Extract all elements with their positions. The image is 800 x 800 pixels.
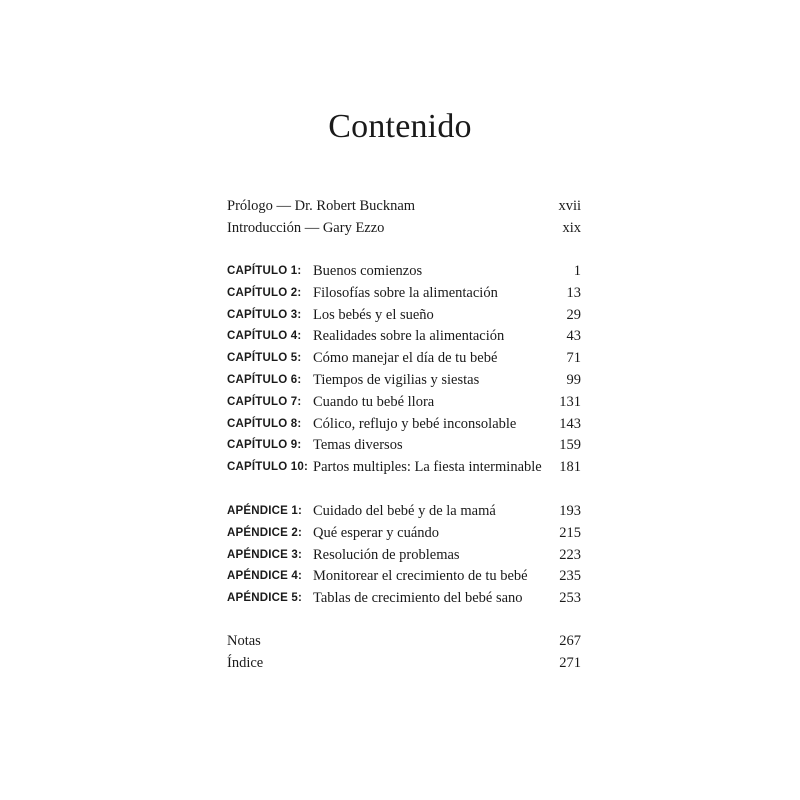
- toc-entry-chapter-4: [227, 326, 581, 348]
- toc-entry-chapter-5: [227, 348, 581, 370]
- toc-entry-appendix-2: [227, 523, 581, 545]
- entry-label: APÉNDICE 2:: [227, 526, 303, 539]
- entry-title: Notas: [227, 633, 261, 649]
- entry-page-number: xvii: [558, 198, 581, 214]
- entry-title: Partos multiples: La fiesta interminable: [313, 459, 542, 476]
- entry-page-number: 159: [559, 437, 581, 454]
- toc-entry-index: [227, 653, 581, 675]
- entry-page-number: 271: [559, 654, 581, 671]
- toc-entry-notes: [227, 631, 581, 653]
- entry-title: Qué esperar y cuándo: [313, 524, 440, 541]
- entry-page-number: xix: [562, 219, 581, 236]
- front-matter-list: [227, 196, 581, 240]
- page-title: Contenido: [328, 108, 472, 145]
- entry-title: Cólico, reflujo y bebé inconsolable: [313, 415, 517, 432]
- entry-label: CAPÍTULO 3:: [227, 308, 302, 321]
- entry-page-number: 143: [559, 415, 581, 432]
- entry-title: Resolución de problemas: [313, 546, 460, 563]
- entry-label: CAPÍTULO 1:: [227, 265, 302, 277]
- entry-title: Tiempos de vigilias y siestas: [313, 371, 480, 388]
- entry-title: Introducción — Gary Ezzo: [227, 219, 385, 236]
- toc-entry-chapter-6: [227, 370, 581, 392]
- entry-title: Temas diversos: [313, 437, 403, 454]
- back-matter-list: [227, 631, 581, 675]
- entry-title: Tablas de crecimiento del bebé sano: [313, 590, 523, 607]
- entry-label: CAPÍTULO 4:: [227, 330, 302, 343]
- entry-label: APÉNDICE 3:: [227, 548, 303, 561]
- entry-page-number: 131: [559, 393, 581, 410]
- toc-entry-introduction: [227, 218, 581, 240]
- toc-entry-chapter-3: [227, 305, 581, 327]
- entry-page-number: 43: [566, 328, 581, 345]
- entry-title: Índice: [227, 654, 264, 671]
- toc-entry-chapter-2: [227, 283, 581, 305]
- entry-page-number: 29: [566, 306, 581, 323]
- toc-entry-chapter-9: [227, 435, 581, 457]
- entry-label: CAPÍTULO 8:: [227, 417, 302, 430]
- toc-entry-appendix-5: [227, 588, 581, 610]
- entry-page-number: 181: [559, 459, 581, 476]
- entry-page-number: 71: [566, 350, 581, 367]
- entry-title: Realidades sobre la alimentación: [313, 328, 505, 345]
- entry-page-number: 253: [559, 590, 581, 607]
- entry-label: APÉNDICE 4:: [227, 570, 303, 583]
- entry-label: APÉNDICE 5:: [227, 592, 303, 605]
- entry-page-number: 215: [559, 524, 581, 541]
- entry-page-number: 267: [559, 633, 581, 649]
- toc-entry-chapter-8: [227, 414, 581, 436]
- entry-label: APÉNDICE 1:: [227, 505, 303, 517]
- entry-title: Prólogo — Dr. Robert Bucknam: [227, 198, 416, 214]
- entry-label: CAPÍTULO 7:: [227, 395, 302, 408]
- entry-page-number: 99: [566, 371, 581, 388]
- entry-title: Buenos comienzos: [313, 263, 423, 279]
- appendices-list: [227, 501, 581, 610]
- toc-entry-chapter-1: [227, 261, 581, 283]
- entry-page-number: 13: [566, 284, 581, 301]
- entry-label: CAPÍTULO 5:: [227, 352, 302, 365]
- entry-title: Filosofías sobre la alimentación: [313, 284, 498, 301]
- entry-title: Monitorear el crecimiento de tu bebé: [313, 568, 528, 585]
- entry-page-number: 223: [559, 546, 581, 563]
- toc-entry-appendix-3: [227, 545, 581, 567]
- entry-page-number: 193: [559, 503, 581, 519]
- chapters-list: [227, 261, 581, 479]
- entry-label: CAPÍTULO 10:: [227, 461, 308, 474]
- entry-label: CAPÍTULO 9:: [227, 439, 302, 452]
- toc-entry-chapter-7: [227, 392, 581, 414]
- entry-page-number: 1: [573, 263, 581, 279]
- entry-title: Los bebés y el sueño: [313, 306, 434, 323]
- toc-entry-prologue: [227, 196, 581, 218]
- toc-entry-appendix-4: [227, 566, 581, 588]
- toc-entry-appendix-1: [227, 501, 581, 523]
- toc-entry-chapter-10: [227, 457, 581, 479]
- entry-title: Cómo manejar el día de tu bebé: [313, 350, 498, 367]
- entry-page-number: 235: [559, 568, 581, 585]
- entry-label: CAPÍTULO 6:: [227, 373, 302, 386]
- entry-title: Cuidado del bebé y de la mamá: [313, 503, 496, 519]
- entry-title: Cuando tu bebé llora: [313, 393, 435, 410]
- entry-label: CAPÍTULO 2:: [227, 286, 302, 299]
